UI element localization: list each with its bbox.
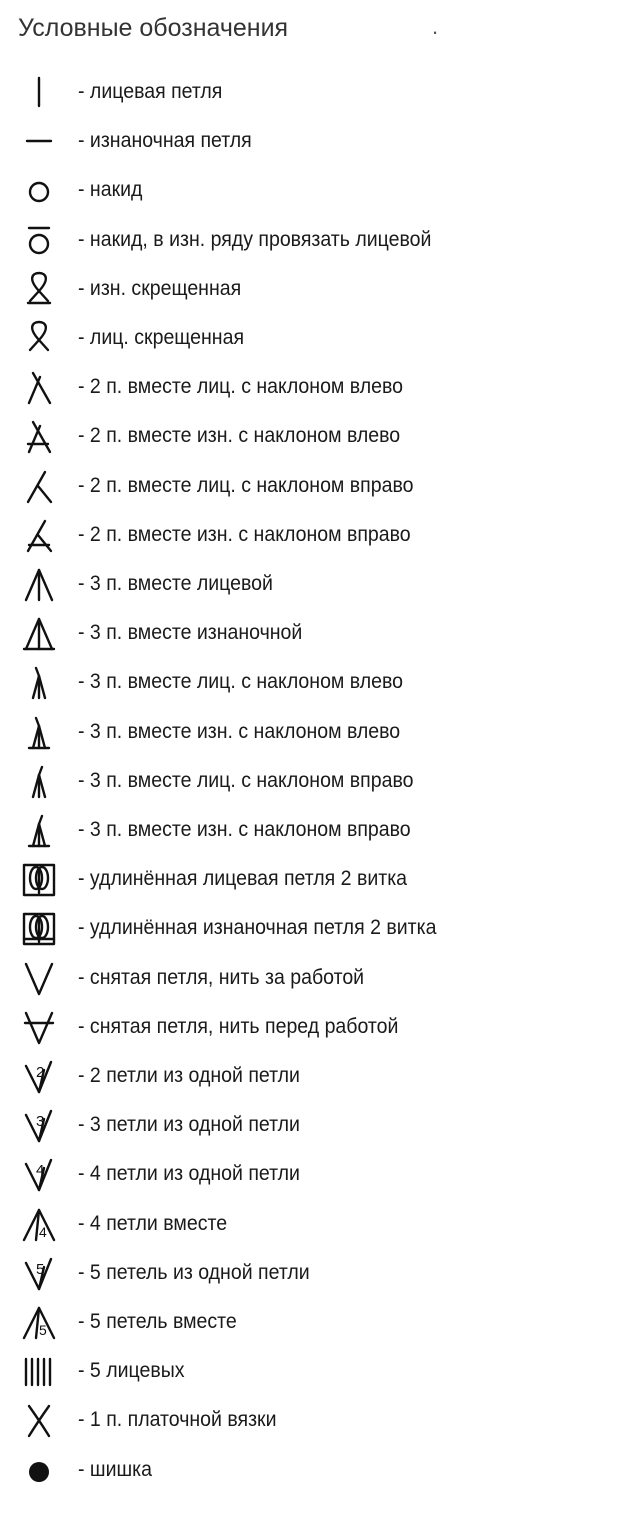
title-mark: .	[432, 14, 439, 39]
legend-label: - 2 п. вместе изн. с наклоном влево	[78, 424, 401, 448]
legend-item	[0, 859, 620, 899]
k2tog-left-icon	[14, 367, 64, 407]
decrease-5-icon	[14, 1302, 64, 1342]
legend-item	[0, 1450, 620, 1490]
p3tog-left-icon	[14, 712, 64, 752]
legend-item	[0, 662, 620, 702]
legend-item	[0, 1400, 620, 1440]
legend-item	[0, 269, 620, 309]
legend-item	[0, 1105, 620, 1145]
svg-text:2: 2	[36, 1064, 45, 1081]
elongated-purl-icon	[14, 908, 64, 948]
legend-item	[0, 564, 620, 604]
legend-label: - лицевая петля	[78, 80, 223, 103]
svg-text:4: 4	[39, 1223, 47, 1240]
legend-item	[0, 958, 620, 998]
legend-label: - 5 лицевых	[78, 1359, 185, 1383]
legend-label: - лиц. скрещенная	[78, 326, 245, 349]
p2tog-right-icon	[14, 515, 64, 555]
legend-label: - 3 п. вместе изн. с наклоном влево	[78, 719, 401, 743]
legend-item	[0, 515, 620, 555]
svg-text:4: 4	[36, 1162, 45, 1180]
legend-label: - 2 п. вместе лиц. с наклоном вправо	[78, 473, 414, 497]
legend-label: - 5 петель из одной петли	[78, 1260, 310, 1284]
increase-2-icon	[14, 1056, 64, 1096]
legend-label: - 4 петли из одной петли	[78, 1162, 300, 1186]
legend-item	[0, 712, 620, 752]
k3tog-icon	[14, 564, 64, 604]
legend-label: - 4 петли вместе	[78, 1211, 228, 1235]
legend-label: - 2 п. вместе лиц. с наклоном влево	[78, 375, 403, 399]
legend-label: - 3 петли из одной петли	[78, 1113, 300, 1137]
legend-item	[0, 121, 620, 161]
legend-item	[0, 1351, 620, 1391]
legend-label: - накид, в изн. ряду провязать лицевой	[78, 227, 432, 251]
legend-item	[0, 1007, 620, 1047]
legend-item	[0, 1253, 620, 1293]
svg-text:5: 5	[39, 1322, 47, 1338]
legend-item	[0, 761, 620, 801]
legend-item	[0, 170, 620, 210]
increase-4-icon	[14, 1154, 64, 1194]
page-title: Условные обозначения	[18, 14, 289, 42]
legend-item	[0, 1302, 620, 1342]
yarn-over-knit-on-wrong-side-icon	[14, 220, 64, 260]
purl-twisted-icon	[14, 269, 64, 309]
bobble-icon	[14, 1450, 64, 1490]
legend-label: - 3 п. вместе изнаночной	[78, 621, 303, 645]
legend-item	[0, 908, 620, 948]
p3tog-right-icon	[14, 810, 64, 850]
k3tog-left-icon	[14, 662, 64, 702]
legend-item	[0, 1056, 620, 1096]
legend-label: - изнаночная петля	[78, 129, 252, 153]
legend-item	[0, 318, 620, 358]
legend-item	[0, 416, 620, 456]
legend-label: - 2 петли из одной петли	[78, 1064, 300, 1087]
legend-label: - удлинённая лицевая петля 2 витка	[78, 867, 408, 891]
legend-item	[0, 1204, 620, 1244]
increase-3-icon	[14, 1105, 64, 1145]
k2tog-right-icon	[14, 466, 64, 506]
legend-label: - удлинённая изнаночная петля 2 витка	[78, 916, 437, 940]
elongated-knit-icon	[14, 859, 64, 899]
legend-item	[0, 72, 620, 112]
legend-label: - 3 п. вместе лиц. с наклоном влево	[78, 670, 403, 694]
decrease-4-icon	[14, 1204, 64, 1244]
p2tog-left-icon	[14, 416, 64, 456]
legend-label: - изн. скрещенная	[78, 276, 242, 300]
yarn-over-icon	[14, 170, 64, 210]
legend-label: - снятая петля, нить перед работой	[78, 1014, 399, 1038]
purl-stitch-icon	[14, 121, 64, 161]
knit-twisted-icon	[14, 318, 64, 358]
legend-label: - 1 п. платочной вязки	[78, 1408, 277, 1432]
legend-item	[0, 613, 620, 653]
legend-label: - 2 п. вместе изн. с наклоном вправо	[78, 522, 411, 546]
increase-5-icon	[14, 1253, 64, 1293]
legend-label: - накид	[78, 178, 143, 202]
legend-item	[0, 367, 620, 407]
svg-text:5: 5	[36, 1260, 45, 1278]
legend-item	[0, 810, 620, 850]
slip-stitch-front-icon	[14, 1007, 64, 1047]
garter-stitch-icon	[14, 1400, 64, 1440]
legend-item	[0, 1154, 620, 1194]
legend-label: - снятая петля, нить за работой	[78, 965, 365, 989]
p3tog-icon	[14, 613, 64, 653]
legend-label: - 3 п. вместе лиц. с наклоном вправо	[78, 768, 414, 792]
legend-item	[0, 220, 620, 260]
legend-label: - 3 п. вместе лицевой	[78, 572, 273, 595]
slip-stitch-back-icon	[14, 958, 64, 998]
legend-item	[0, 466, 620, 506]
legend-label: - 5 петель вместе	[78, 1310, 237, 1333]
svg-text:3: 3	[36, 1113, 45, 1131]
legend-label: - шишка	[78, 1457, 153, 1481]
legend-label: - 3 п. вместе изн. с наклоном вправо	[78, 818, 411, 841]
five-knit-icon	[14, 1351, 64, 1391]
k3tog-right-icon	[14, 761, 64, 801]
knit-stitch-icon	[14, 72, 64, 112]
